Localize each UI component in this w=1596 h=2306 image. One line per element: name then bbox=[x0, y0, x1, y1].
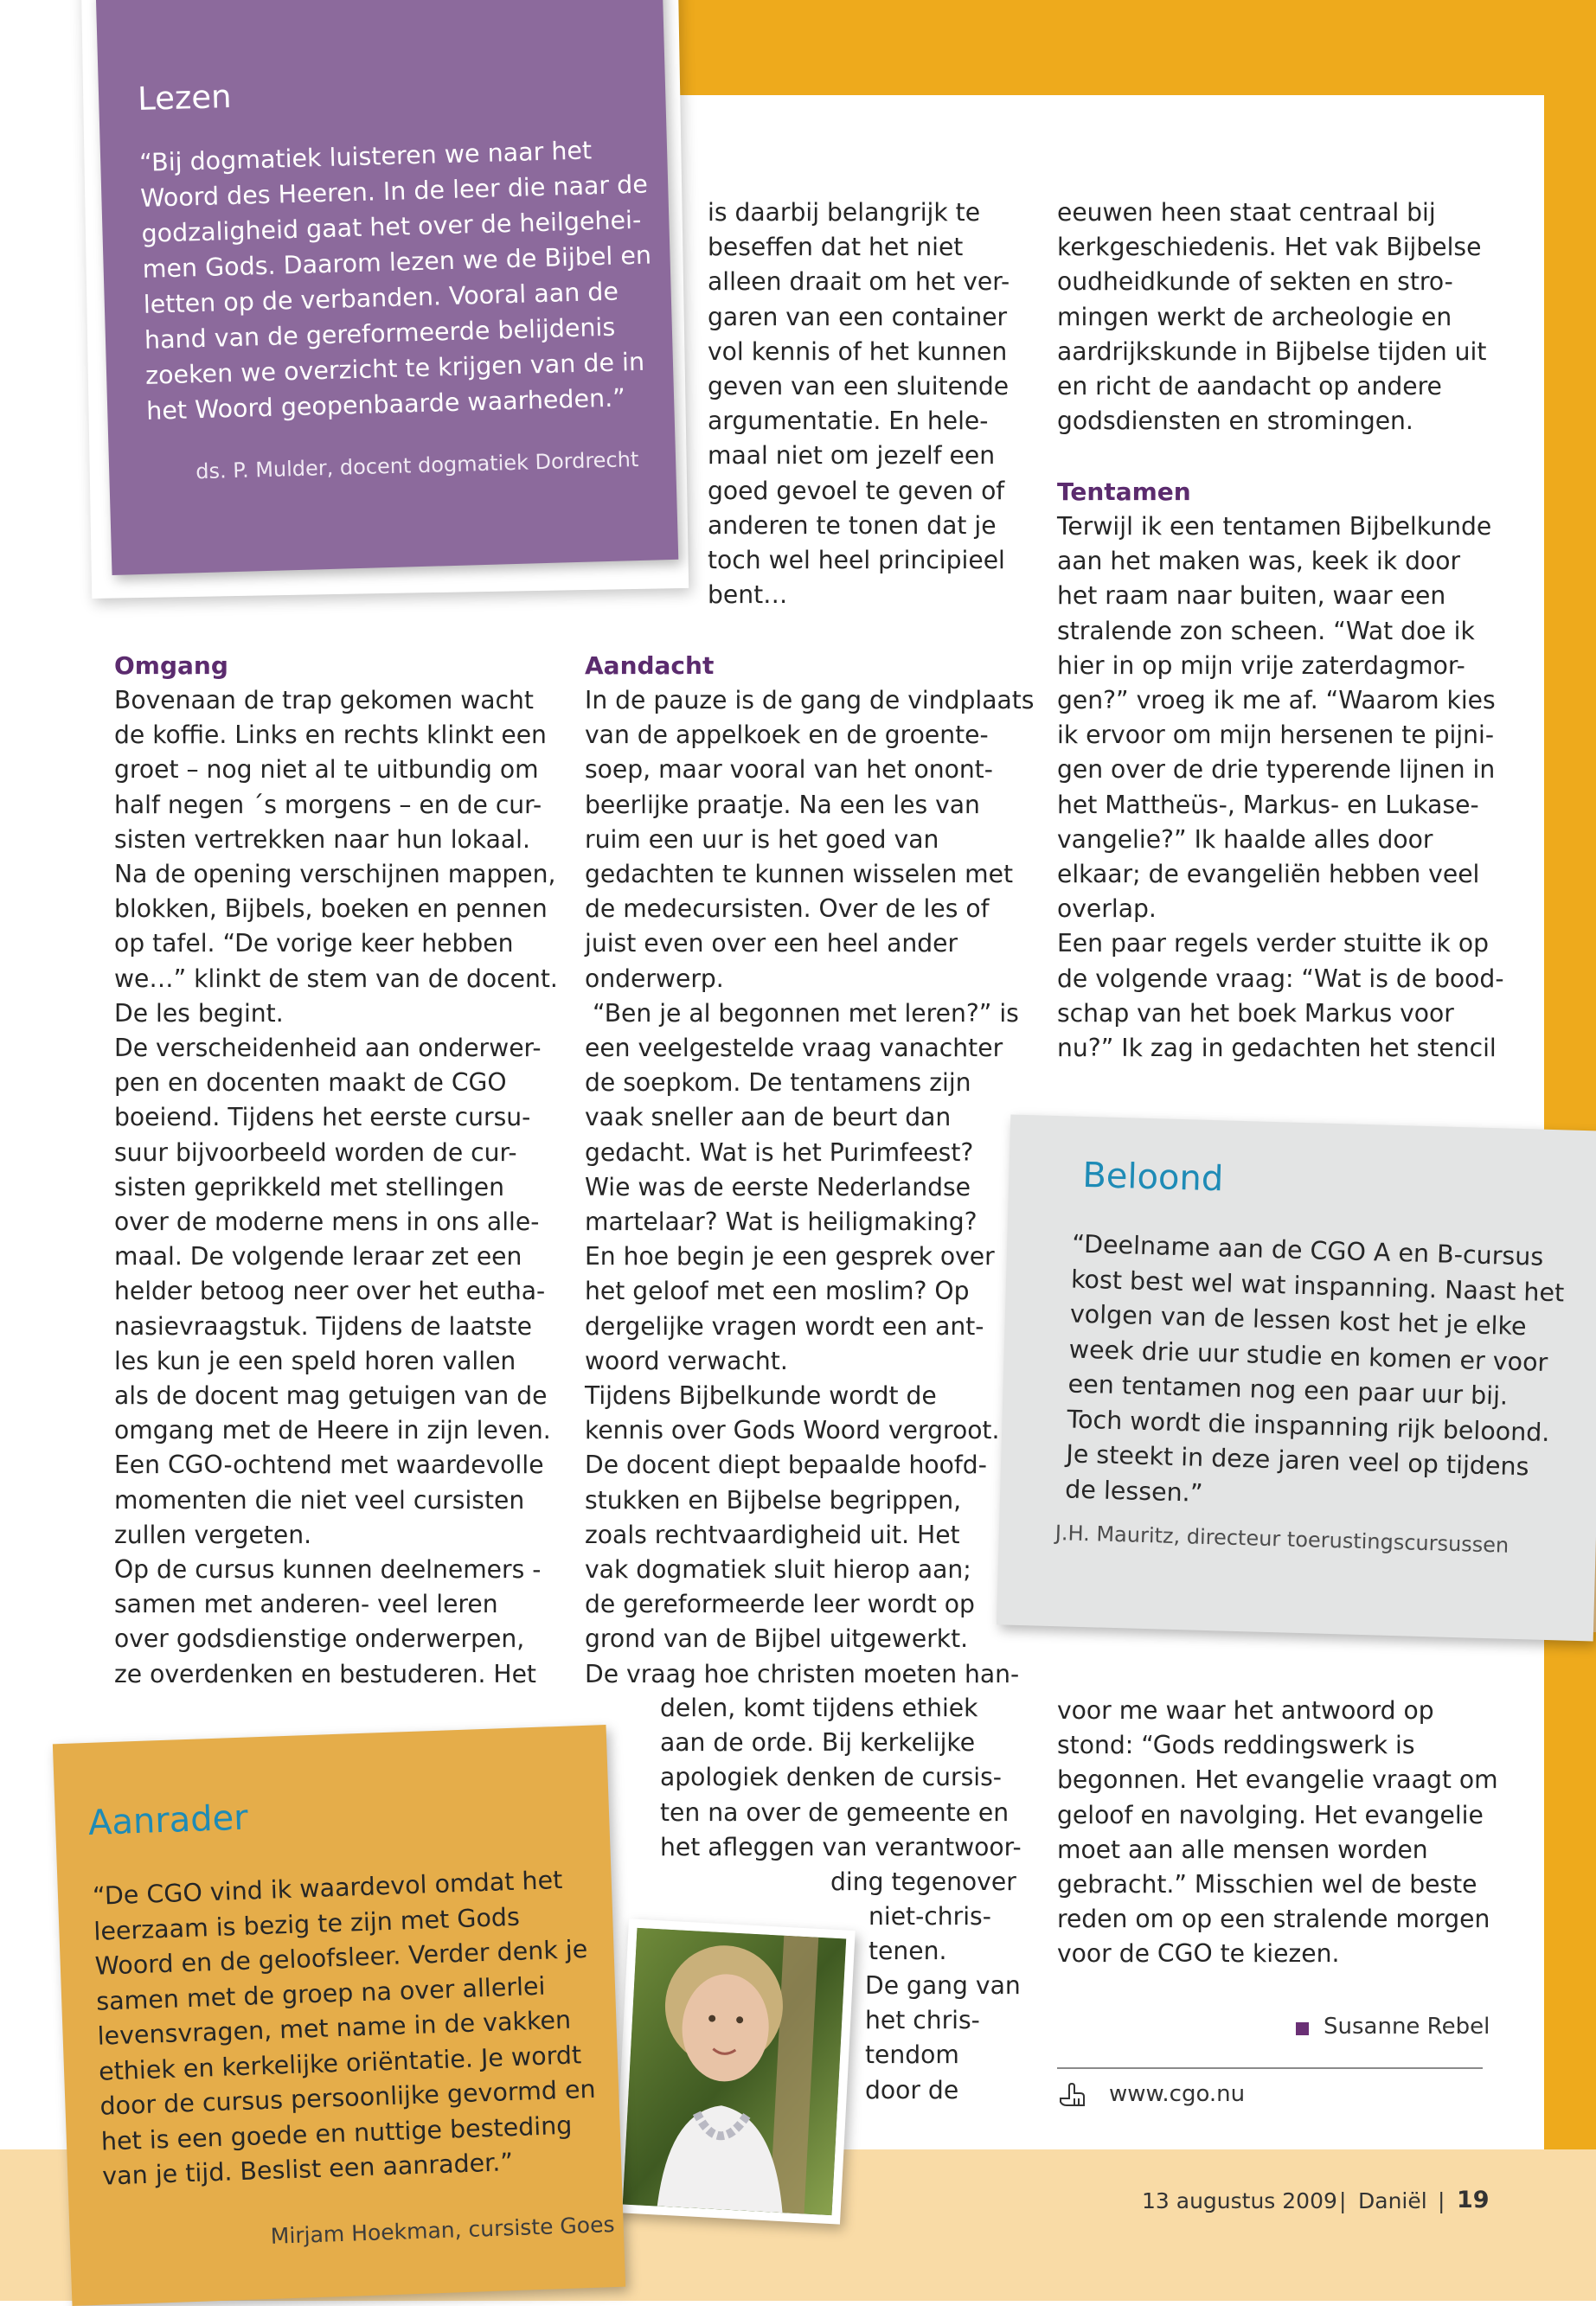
beloond-callout bbox=[997, 1114, 1596, 1641]
aanrader-quote: “De CGO vind ik waardevol omdat het leerzaam is bezig te zijn met Gods Woord en de geloofsleer. Verder denk je samen met de groep na over allerlei levensvragen, met name in de vakken ethiek en kerkelijke oriëntatie. Je wordt door de cursus persoonlijke gevormd en het is een goede en nuttige besteding van je tijd. Beslist een aanrader.” bbox=[92, 1865, 597, 2191]
portrait-photo-frame bbox=[613, 1918, 855, 2224]
aandacht-wrap-3: niet-chris- tenen. bbox=[869, 1902, 991, 1966]
footer-separator-2: | bbox=[1438, 2188, 1445, 2213]
aandacht-text: In de pauze is de gang de vindplaats van de appelkoek en de groente- soep, maar vooral van het onont- beerlijke praatje. Na een les van ruim een uur is het goed van gedachten te kunnen wisselen met de medecursisten. Over de les of juist even over een heel ander onderwerp. “Ben je al begonnen met leren?” is een veelgestelde vraag vanachter de soepkom. De tentamens zijn vaak sneller aan de beurt dan gedacht. Wat is het Purimfeest? Wie was de eerste Nederlandse martelaar? Wat is heiligmaking? En hoe begin je een gesprek over het geloof met een moslim? Op dergelijke vragen wordt een ant- woord verwacht. Tijdens Bijbelkunde wordt de kennis over Gods Woord vergroot. De docent diept bepaalde hoofd- stukken en Bijbelse begrippen, zoals rechtvaardigheid uit. Het vak dogmatiek sluit hierop aan; de gereformeerde leer wordt op grond van de Bijbel uitgewerkt. De vraag hoe christen moeten han- bbox=[585, 686, 1035, 1688]
omgang-text: Bovenaan de trap gekomen wacht de koffie. Links en rechts klinkt een groet – nog niet al te uitbundig om half negen ´s morgens – en de cur- sisten vertrekken naar hun lokaal. Na de opening verschijnen mappen, blokken, Bijbels, boeken en pennen op tafel. “De vorige keer hebben we…” klinkt de stem van de docent. De les begint. De verscheidenheid aan onderwer- pen en docenten maakt de CGO boeiend. Tijdens het eerste cursu- suur bijvoorbeeld worden de cur- sisten geprikkeld met stellingen over de moderne mens in ons alle- maal. De volgende leraar zet een helder betoog neer over het eutha- nasievraagstuk. Tijdens de laatste les kun je een speld horen vallen als de docent mag getuigen van de omgang met de Heere in zijn leven. Een CGO-ochtend met waardevolle momenten die niet veel cursisten zullen vergeten. Op de cursus kunnen deelnemers - samen met anderen- veel leren over godsdienstige onderwerpen, ze overdenken en bestuderen. Het bbox=[114, 686, 558, 1688]
footer-publication: Daniël bbox=[1358, 2188, 1427, 2213]
aanrader-callout bbox=[53, 1725, 625, 2306]
website-rule bbox=[1057, 2067, 1483, 2069]
lezen-title: Lezen bbox=[137, 77, 233, 118]
omgang-heading: Omgang bbox=[114, 651, 228, 680]
aandacht-wrap-4: De gang van het chris- tendom door de bbox=[865, 1971, 1021, 2104]
lezen-quote: “Bij dogmatiek luisteren we naar het Woord des Heeren. In de leer die naar de godzaligheid gaat het over de heilgehei- men Gods. Daarom lezen we de Bijbel en letten op de verbanden. Vooral aan de hand van de gereformeerde belijdenis zoeken we overzicht te krijgen van de in het Woord geopenbaarde waarheden.” bbox=[138, 136, 652, 426]
column3-bottom-text: voor me waar het antwoord op stond: “Gods reddingswerk is begonnen. Het evangelie vraagt om geloof en navolging. Het evangelie moet aan alle mensen worden gebracht.” Misschien wel de beste reden om op een stralende morgen voor de CGO te kiezen. bbox=[1057, 1696, 1498, 1969]
footer-date: 13 augustus 2009 bbox=[1142, 2188, 1337, 2213]
aandacht-heading: Aandacht bbox=[585, 651, 715, 680]
aandacht-wrap-1: delen, komt tijdens ethiek aan de orde. Bij kerkelijke apologiek denken de cursis- ten na over de gemeente en het afleggen van verantwoor- bbox=[660, 1694, 1022, 1861]
footer-separator-1: | bbox=[1339, 2188, 1347, 2213]
beloond-title: Beloond bbox=[1081, 1155, 1224, 1200]
website-link[interactable]: www.cgo.nu bbox=[1109, 2081, 1246, 2107]
author-square-icon bbox=[1296, 2022, 1309, 2035]
author-name: Susanne Rebel bbox=[1324, 2014, 1490, 2040]
beloond-quote: “Deelname aan de CGO A en B-cursus kost best wel wat inspanning. Naast het volgen van de lessen kost het je elke week drie uur studie en komen er voor een tentamen nog een paar uur bij. Toch wordt die inspanning rijk beloond. Je steekt in deze jaren veel op tijdens de lessen.” bbox=[1064, 1229, 1565, 1508]
lezen-attribution: ds. P. Mulder, docent dogmatiek Dordrecht bbox=[195, 446, 639, 484]
beloond-attribution: J.H. Mauritz, directeur toerustingscursussen bbox=[1054, 1521, 1509, 1558]
lezen-callout bbox=[96, 0, 679, 575]
page-number: 19 bbox=[1457, 2187, 1490, 2213]
column3-top-text: eeuwen heen staat centraal bij kerkgeschiedenis. Het vak Bijbelse oudheidkunde of sekten en stro- mingen werkt de archeologie en aardrijkskunde in Bijbelse tijden uit en richt de aandacht op andere godsdiensten en stromingen. bbox=[1057, 198, 1487, 436]
aandacht-wrap-2: ding tegenover bbox=[830, 1867, 1016, 1896]
portrait-photo bbox=[623, 1928, 846, 2215]
tentamen-text: Terwijl ik een tentamen Bijbelkunde aan het maken was, keek ik door het raam naar buiten, waar een stralende zon scheen. “Wat doe ik hier in op mijn vrije zaterdagmor- gen?” vroeg ik me af. “Waarom kies ik ervoor om mijn hersenen te pijni- gen over de drie typerende lijnen in het Mattheüs-, Markus- en Lukase- vangelie?” Ik haalde alles door elkaar; de evangeliën hebben veel overlap. Een paar regels verder stuitte ik op de volgende vraag: “Wat is de bood- schap van het boek Markus voor nu?” Ik zag in gedachten het stencil bbox=[1057, 512, 1504, 1063]
top-orange-band bbox=[586, 0, 1596, 95]
aanrader-attribution: Mirjam Hoekman, cursiste Goes bbox=[270, 2212, 615, 2249]
aanrader-title: Aanrader bbox=[87, 1797, 249, 1843]
column2-top-text: is daarbij belangrijk te beseffen dat het niet alleen draait om het ver- garen van een container vol kennis of het kunnen geven van een sluitende argumentatie. En hele- maal niet om jezelf een goed gevoel te geven of anderen te tonen dat je toch wel heel principieel bent… bbox=[708, 198, 1010, 610]
pointer-hand-icon bbox=[1057, 2081, 1086, 2111]
tentamen-heading: Tentamen bbox=[1057, 477, 1191, 506]
